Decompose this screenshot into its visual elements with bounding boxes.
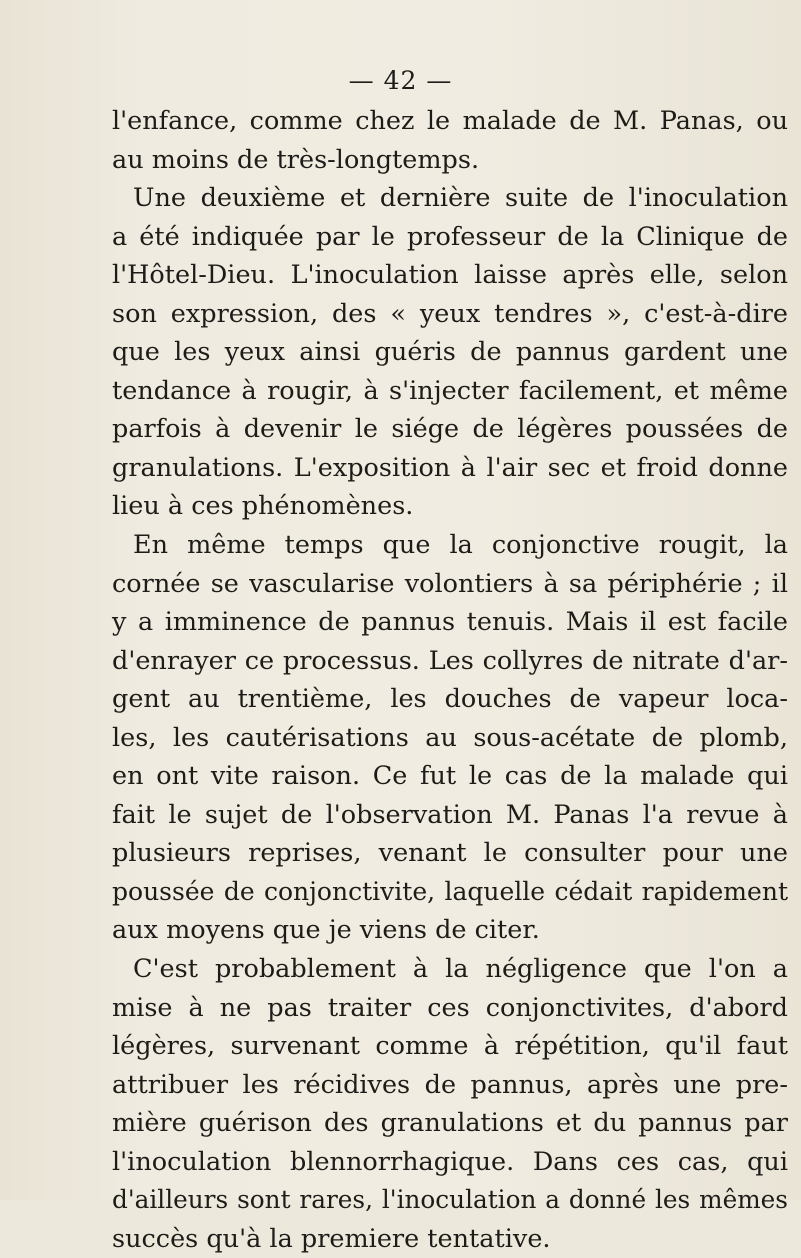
text-line: au moins de très-longtemps. (112, 144, 480, 175)
text-line: lieu à ces phénomènes. (112, 491, 414, 522)
text-line: cornée se vascularise volontiers à sa périphérie ; il (112, 568, 788, 599)
text-line: C'est probablement à la négligence que l'on a (133, 954, 788, 985)
text-line: l'inoculation blennorrhagique. Dans ces cas, qui (112, 1146, 788, 1177)
text-line: succès qu'à la premiere tentative. (112, 1223, 551, 1254)
text-line: attribuer les récidives de pannus, après une pre- (112, 1069, 788, 1100)
text-line: fait le sujet de l'observation M. Panas l'a revue à (112, 799, 788, 830)
text-line: mière guérison des granulations et du pannus par (112, 1108, 788, 1139)
text-line: Une deuxième et dernière suite de l'inoculation (133, 183, 788, 214)
text-line: gent au trentième, les douches de vapeur loca- (112, 684, 788, 715)
text-line: a été indiquée par le professeur de la Clinique de (112, 221, 788, 252)
text-line: tendance à rougir, à s'injecter facilement, et même (112, 375, 788, 406)
text-line: d'enrayer ce processus. Les collyres de nitrate d'ar- (112, 645, 788, 676)
text-line: y a imminence de pannus tenuis. Mais il est facile (112, 607, 788, 638)
text-line: d'ailleurs sont rares, l'inoculation a donné les mêmes (112, 1185, 788, 1215)
text-line: parfois à devenir le siége de légères poussées de (112, 414, 788, 445)
text-line: granulations. L'exposition à l'air sec et froid donne (112, 452, 788, 483)
text-line: poussée de conjonctivite, laquelle cédait rapidement (112, 876, 788, 906)
text-line: plusieurs reprises, venant le consulter pour une (112, 838, 788, 869)
text-line: son expression, des « yeux tendres », c'est-à-dire (112, 298, 788, 329)
text-line: l'Hôtel-Dieu. L'inoculation laisse après elle, selon (112, 260, 788, 291)
text-line: en ont vite raison. Ce fut le cas de la malade qui (112, 761, 788, 792)
text-line: les, les cautérisations au sous-acétate de plomb, (112, 722, 788, 753)
body-text (112, 102, 788, 1258)
text-line: aux moyens que je viens de citer. (112, 915, 540, 946)
text-line: En même temps que la conjonctive rougit, la (133, 530, 788, 561)
text-line: mise à ne pas traiter ces conjonctivites, d'abord (112, 992, 788, 1023)
text-line: légères, survenant comme à répétition, qu'il faut (112, 1031, 788, 1062)
text-line: que les yeux ainsi guéris de pannus gardent une (112, 337, 788, 368)
page-number: — 42 — (348, 66, 453, 95)
text-line: l'enfance, comme chez le malade de M. Panas, ou (112, 106, 788, 136)
